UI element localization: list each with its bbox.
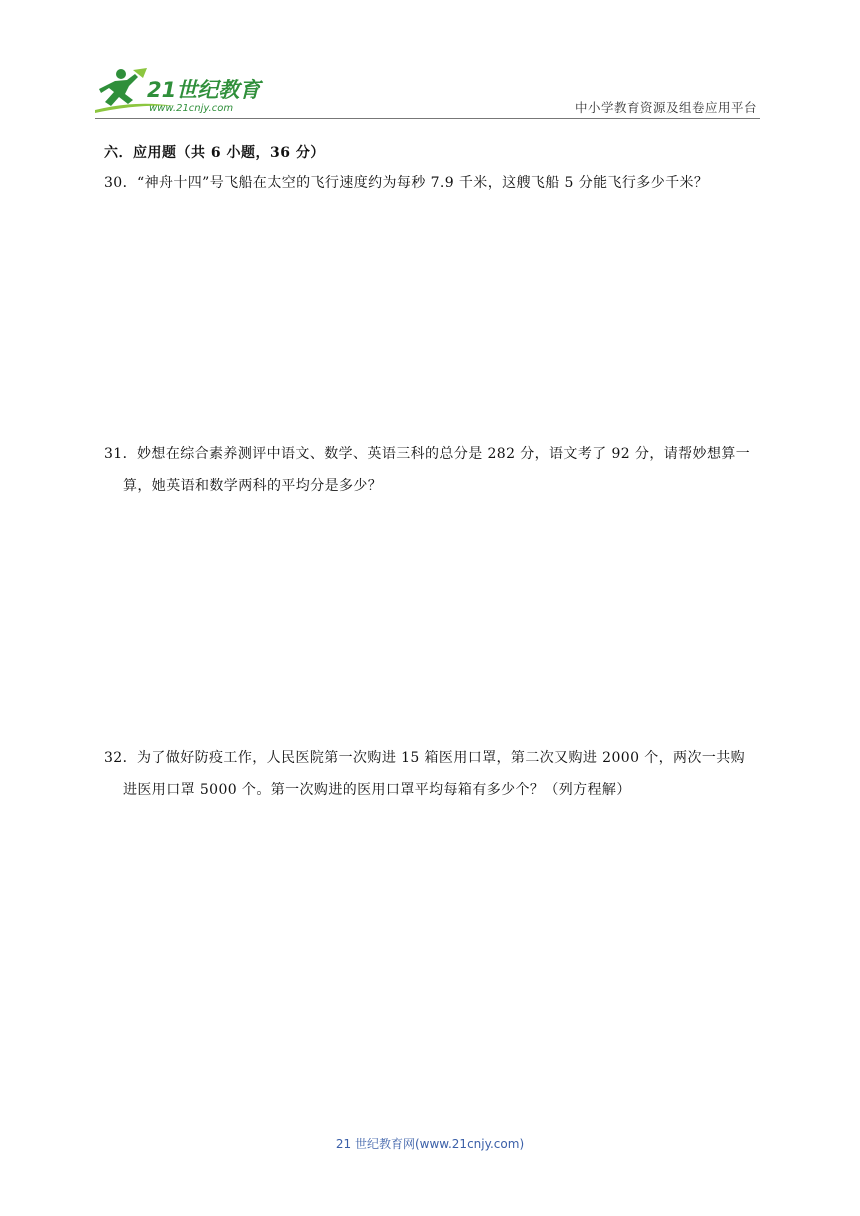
page-footer: 21 世纪教育网(www.21cnjy.com) — [335, 1137, 525, 1151]
question-line: 算，她英语和数学两科的平均分是多少？ — [123, 478, 383, 494]
question-line: 进医用口罩 5000 个。第一次购进的医用口罩平均每箱有多少个？（列方程解） — [123, 782, 631, 798]
question-31 — [104, 438, 760, 502]
question-line: 32．为了做好防疫工作，人民医院第一次购进 15 箱医用口罩，第二次又购进 2000 个，两次一共购 — [104, 750, 746, 766]
logo-url-text: www.21cnjy.com — [149, 103, 234, 114]
question-32 — [104, 742, 760, 806]
page-header — [0, 0, 860, 125]
header-divider — [95, 118, 760, 119]
platform-text: 中小学教育资源及组卷应用平台 — [574, 100, 757, 115]
logo-text: 21世纪教育 — [147, 78, 261, 102]
section-title: 六．应用题（共 6 小题，36 分） — [104, 145, 325, 161]
question-line: 30．“神舟十四”号飞船在太空的飞行速度约为每秒 7.9 千米，这艘飞船 5 分能飞行多少千米？ — [104, 175, 709, 191]
logo-21cnjy — [95, 66, 270, 116]
question-line: 31．妙想在综合素养测评中语文、数学、英语三科的总分是 282 分，语文考了 92 分，请帮妙想算一 — [104, 446, 751, 462]
question-30 — [104, 167, 760, 199]
